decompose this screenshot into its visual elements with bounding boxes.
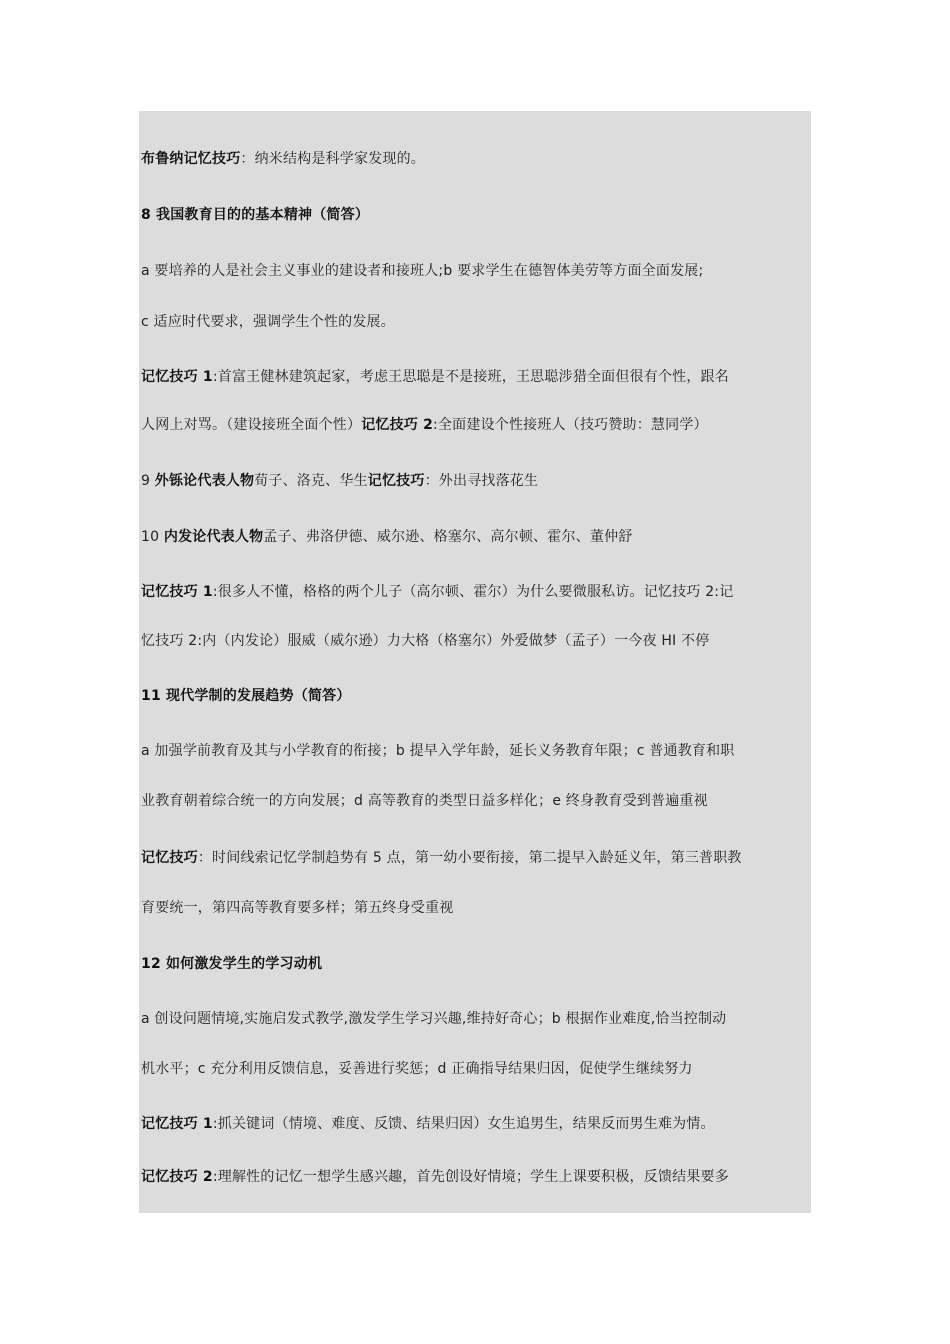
line-11-answer-2: 业教育朝着综合统一的方向发展；d 高等教育的类型日益多样化；e 终身教育受到普遍重视	[141, 793, 708, 809]
line-12-answer-2: 机水平；c 充分利用反馈信息，妥善进行奖惩；d 正确指导结果归因，促使学生继续努力	[141, 1061, 693, 1077]
line-11-tip-1: 记忆技巧：时间线索记忆学制趋势有 5 点，第一幼小要衔接，第二提早入龄延义年，第三普职教	[141, 850, 742, 866]
heading-12: 12 如何激发学生的学习动机	[141, 956, 323, 972]
line-bruner-tip: 布鲁纳记忆技巧：纳米结构是科学家发现的。	[141, 151, 426, 167]
line-8-tip1: 记忆技巧 1:首富王健林建筑起家，考虑王思聪是不是接班，王思聪涉猎全面但很有个性，跟名	[141, 369, 729, 385]
line-10-tip1: 记忆技巧 1:很多人不懂，格格的两个儿子（高尔顿、霍尔）为什么要微服私访。记忆技巧 2:记	[141, 584, 734, 600]
line-9-external: 9 外铄论代表人物荀子、洛克、华生记忆技巧：外出寻找落花生	[141, 473, 539, 489]
line-11-tip-2: 育要统一，第四高等教育要多样；第五终身受重视	[141, 900, 454, 916]
heading-11: 11 现代学制的发展趋势（简答）	[141, 688, 351, 704]
line-12-tip1: 记忆技巧 1:抓关键词（情境、难度、反馈、结果归因）女生追男生，结果反而男生难为情。	[141, 1116, 715, 1132]
heading-8: 8 我国教育目的的基本精神（简答）	[141, 207, 370, 223]
line-10-internal: 10 内发论代表人物孟子、弗洛伊德、威尔逊、格塞尔、高尔顿、霍尔、董仲舒	[141, 529, 633, 545]
line-12-answer-1: a 创设问题情境,实施启发式教学,激发学生学习兴趣,维持好奇心；b 根据作业难度,恰当控制动	[141, 1011, 727, 1027]
line-8-answer-c: c 适应时代要求，强调学生个性的发展。	[141, 314, 395, 330]
line-12-tip2: 记忆技巧 2:理解性的记忆一想学生感兴趣，首先创设好情境；学生上课要积极，反馈结果要多	[141, 1169, 729, 1185]
line-8-answer-ab: a 要培养的人是社会主义事业的建设者和接班人;b 要求学生在德智体美劳等方面全面发展;	[141, 263, 704, 279]
line-8-tip2: 人网上对骂。（建设接班全面个性）记忆技巧 2:全面建设个性接班人（技巧赞助：慧同学）	[141, 417, 708, 433]
line-11-answer-1: a 加强学前教育及其与小学教育的衔接；b 提早入学年龄，延长义务教育年限；c 普通教育和职	[141, 743, 735, 759]
line-10-tip2: 忆技巧 2:内（内发论）服威（威尔逊）力大格（格塞尔）外爱做梦（孟子）一今夜 HI 不停	[141, 633, 710, 649]
